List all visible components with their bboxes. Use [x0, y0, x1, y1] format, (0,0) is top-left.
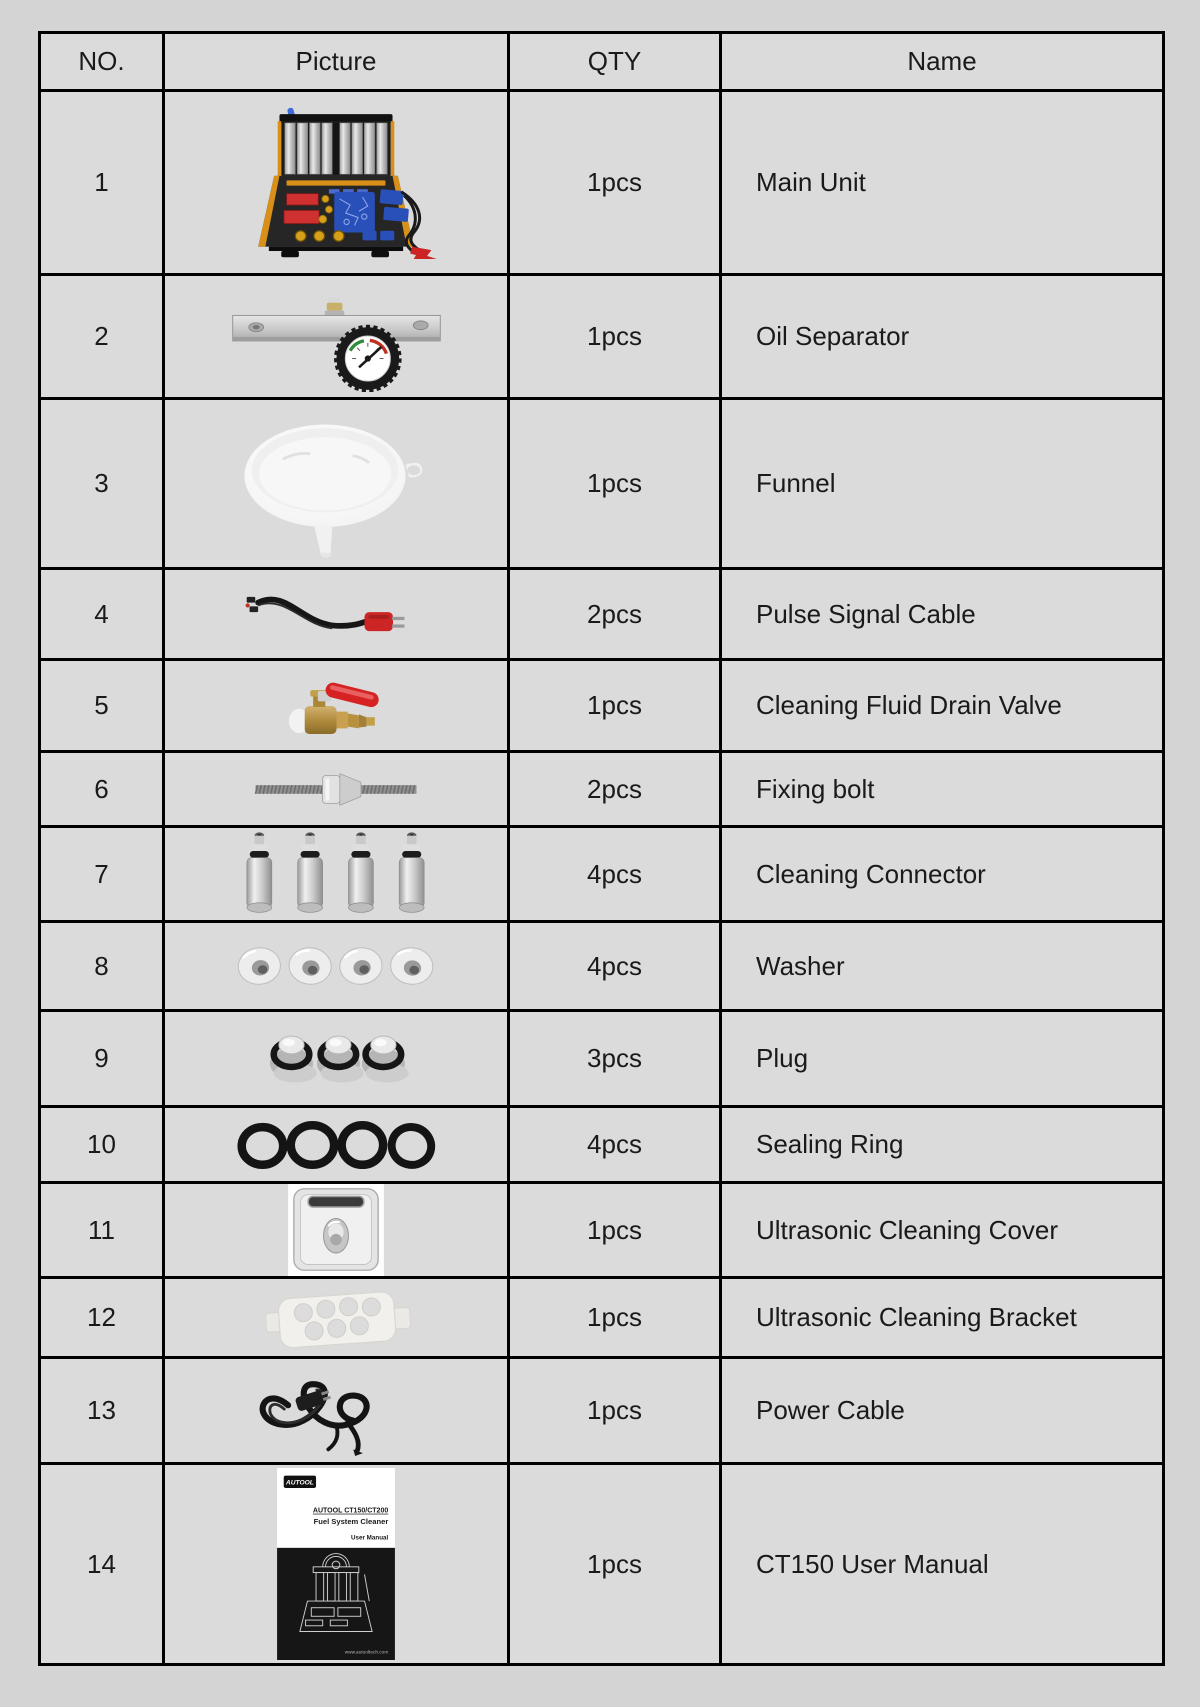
manual-website: www.autooltech.com [344, 1650, 389, 1656]
picture-cell [164, 275, 509, 399]
qty-cell: 4pcs [509, 1107, 721, 1183]
name-cell: Fixing bolt [721, 752, 1164, 827]
manual-title: AUTOOL CT150/CT200 [312, 1507, 389, 1515]
name-cell: Washer [721, 922, 1164, 1011]
picture-cell [164, 1183, 509, 1278]
picture-cell [164, 399, 509, 569]
row-number-cell: 6 [40, 752, 164, 827]
qty-cell: 1pcs [509, 1358, 721, 1464]
picture-cell [164, 660, 509, 752]
picture-cell [164, 1107, 509, 1183]
name-cell: Ultrasonic Cleaning Bracket [721, 1278, 1164, 1358]
column-header-no: NO. [40, 33, 164, 91]
picture-cell [164, 569, 509, 660]
row-number-cell: 5 [40, 660, 164, 752]
table-row [40, 660, 1164, 752]
row-number-cell: 12 [40, 1278, 164, 1358]
table-row [40, 1011, 1164, 1107]
ultrasonic-cleaning-bracket-image [165, 1282, 507, 1354]
pulse-signal-cable-image [165, 576, 507, 652]
row-number-cell: 8 [40, 922, 164, 1011]
qty-cell: 1pcs [509, 1183, 721, 1278]
name-cell: CT150 User Manual [721, 1464, 1164, 1665]
power-cable-image [165, 1365, 507, 1457]
row-number-cell: 13 [40, 1358, 164, 1464]
table-row [40, 399, 1164, 569]
table-row [40, 1464, 1164, 1665]
ct150-user-manual-image [165, 1468, 507, 1660]
table-row [40, 275, 1164, 399]
qty-cell: 1pcs [509, 399, 721, 569]
qty-cell: 2pcs [509, 752, 721, 827]
packing-list-table [38, 31, 1165, 1666]
cleaning-connector-image [165, 828, 507, 920]
picture-cell [164, 1278, 509, 1358]
table-row [40, 752, 1164, 827]
table-row [40, 569, 1164, 660]
ultrasonic-cleaning-cover-image [165, 1184, 507, 1276]
qty-cell: 1pcs [509, 275, 721, 399]
name-cell: Pulse Signal Cable [721, 569, 1164, 660]
qty-cell: 4pcs [509, 922, 721, 1011]
fixing-bolt-image [165, 760, 507, 818]
oil-separator-image [165, 282, 507, 392]
row-number-cell: 2 [40, 275, 164, 399]
manual-user-manual-label: User Manual [351, 1534, 389, 1542]
picture-cell [164, 752, 509, 827]
plug-image [165, 1020, 507, 1098]
qty-cell: 1pcs [509, 660, 721, 752]
picture-cell [164, 1358, 509, 1464]
table-row [40, 1278, 1164, 1358]
qty-cell: 1pcs [509, 1278, 721, 1358]
packing-list-body [40, 91, 1164, 1665]
picture-cell [164, 827, 509, 922]
qty-cell: 1pcs [509, 91, 721, 275]
picture-cell [164, 1464, 509, 1665]
row-number-cell: 11 [40, 1183, 164, 1278]
name-cell: Plug [721, 1011, 1164, 1107]
column-header-picture: Picture [164, 33, 509, 91]
cleaning-fluid-drain-valve-image [165, 663, 507, 749]
name-cell: Cleaning Fluid Drain Valve [721, 660, 1164, 752]
qty-cell: 2pcs [509, 569, 721, 660]
name-cell: Oil Separator [721, 275, 1164, 399]
table-row [40, 1358, 1164, 1464]
row-number-cell: 9 [40, 1011, 164, 1107]
manual-logo: AUTOOL [285, 1479, 314, 1487]
row-number-cell: 7 [40, 827, 164, 922]
row-number-cell: 3 [40, 399, 164, 569]
header-row [40, 33, 1164, 91]
column-header-qty: QTY [509, 33, 721, 91]
table-row [40, 827, 1164, 922]
qty-cell: 3pcs [509, 1011, 721, 1107]
main-unit-image [165, 107, 507, 259]
table-row [40, 1107, 1164, 1183]
table-row [40, 1183, 1164, 1278]
name-cell: Power Cable [721, 1358, 1164, 1464]
column-header-name: Name [721, 33, 1164, 91]
name-cell: Funnel [721, 399, 1164, 569]
name-cell: Main Unit [721, 91, 1164, 275]
qty-cell: 1pcs [509, 1464, 721, 1665]
row-number-cell: 14 [40, 1464, 164, 1665]
funnel-image [165, 408, 507, 560]
row-number-cell: 4 [40, 569, 164, 660]
name-cell: Sealing Ring [721, 1107, 1164, 1183]
row-number-cell: 1 [40, 91, 164, 275]
washer-image [165, 931, 507, 1001]
table-row [40, 922, 1164, 1011]
row-number-cell: 10 [40, 1107, 164, 1183]
qty-cell: 4pcs [509, 827, 721, 922]
picture-cell [164, 91, 509, 275]
name-cell: Cleaning Connector [721, 827, 1164, 922]
manual-subtitle: Fuel System Cleaner [313, 1517, 389, 1527]
picture-cell [164, 1011, 509, 1107]
picture-cell [164, 922, 509, 1011]
sealing-ring-image [165, 1112, 507, 1178]
name-cell: Ultrasonic Cleaning Cover [721, 1183, 1164, 1278]
table-row [40, 91, 1164, 275]
